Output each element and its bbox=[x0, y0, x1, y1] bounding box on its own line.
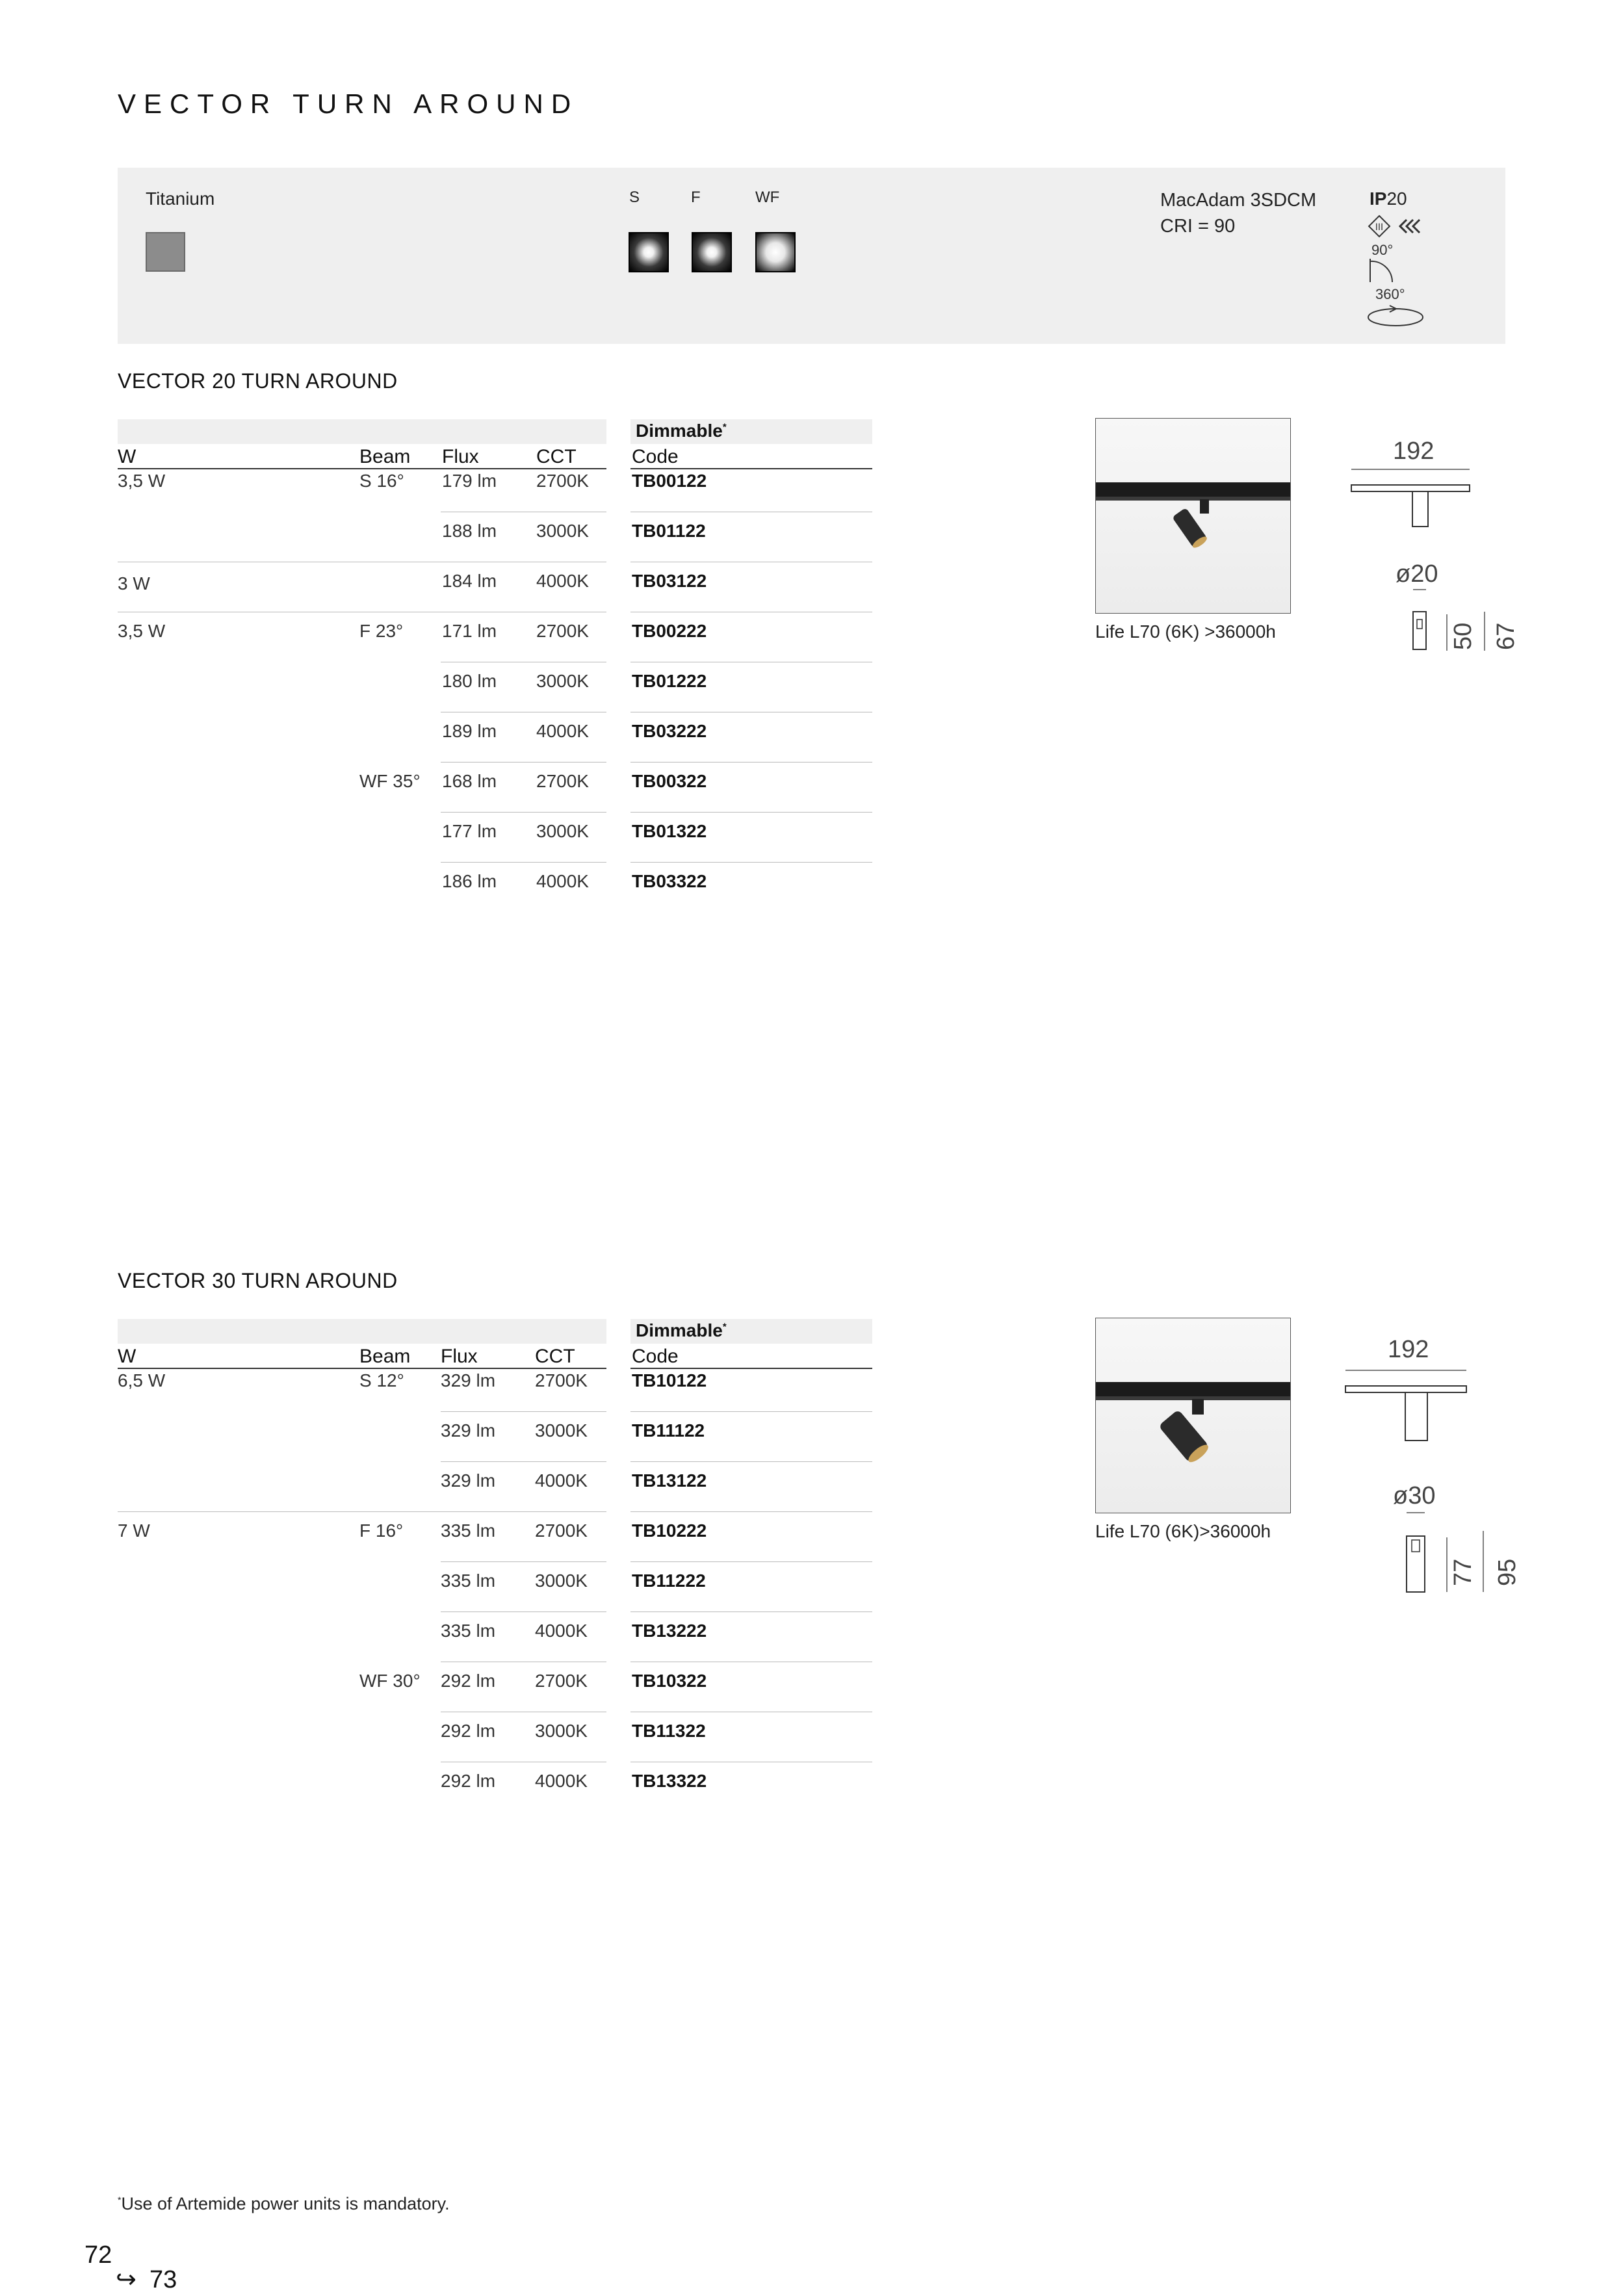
row-separator bbox=[630, 1611, 872, 1612]
row-separator bbox=[441, 812, 606, 813]
row-separator bbox=[441, 1561, 606, 1562]
cell-flux: 335 lm bbox=[441, 1520, 496, 1541]
dimmable-header: Dimmable* bbox=[636, 421, 727, 441]
rotation-angle-label: 360° bbox=[1375, 286, 1405, 302]
cell-watt: 7 W bbox=[118, 1520, 150, 1541]
cell-flux: 189 lm bbox=[442, 721, 497, 741]
cell-beam: WF 35° bbox=[359, 771, 421, 791]
luminaire-illustration bbox=[1096, 419, 1291, 614]
cell-code: TB03322 bbox=[632, 871, 707, 891]
beam-flood-icon bbox=[692, 232, 732, 272]
cell-code: TB10122 bbox=[632, 1370, 707, 1390]
footnote: *Use of Artemide power units is mandatory. bbox=[118, 2194, 450, 2213]
cell-beam: F 23° bbox=[359, 621, 404, 641]
cell-cct: 2700K bbox=[535, 1520, 588, 1541]
cell-code: TB01322 bbox=[632, 821, 707, 841]
finish-swatch bbox=[146, 232, 185, 272]
beam-wide-flood-icon bbox=[755, 232, 796, 272]
col-header-w: W bbox=[118, 446, 136, 467]
dim-height-total: 67 bbox=[1492, 622, 1520, 650]
row-separator bbox=[441, 1411, 606, 1412]
cell-cct: 4000K bbox=[536, 721, 589, 741]
col-header-flux: Flux bbox=[441, 1346, 478, 1367]
cell-watt: 3,5 W bbox=[118, 471, 166, 491]
class-insulation-icon bbox=[1368, 215, 1426, 238]
cri-spec: CRI = 90 bbox=[1160, 216, 1236, 237]
cell-cct: 4000K bbox=[535, 1470, 588, 1491]
row-separator bbox=[630, 862, 872, 863]
cell-code: TB00322 bbox=[632, 771, 707, 791]
cell-cct: 3000K bbox=[536, 521, 589, 541]
page-title: VECTOR TURN AROUND bbox=[118, 88, 579, 119]
row-separator bbox=[630, 1461, 872, 1462]
cell-code: TB13222 bbox=[632, 1621, 707, 1641]
cell-beam: F 16° bbox=[359, 1520, 404, 1541]
col-header-flux: Flux bbox=[442, 446, 479, 467]
cell-flux: 329 lm bbox=[441, 1420, 496, 1441]
cell-watt: 6,5 W bbox=[118, 1370, 166, 1390]
col-header-code: Code bbox=[632, 1346, 679, 1367]
cell-flux: 188 lm bbox=[442, 521, 497, 541]
beam-label-wf: WF bbox=[755, 189, 780, 206]
cell-cct: 2700K bbox=[536, 771, 589, 791]
finish-label: Titanium bbox=[146, 189, 215, 209]
cell-cct: 3000K bbox=[535, 1420, 588, 1441]
cell-beam: WF 30° bbox=[359, 1671, 421, 1691]
cell-cct: 3000K bbox=[536, 821, 589, 841]
header-rule bbox=[630, 1368, 872, 1369]
header-bar-spec bbox=[118, 419, 606, 444]
header-rule bbox=[118, 1368, 606, 1369]
cell-flux: 168 lm bbox=[442, 771, 497, 791]
col-header-code: Code bbox=[632, 446, 679, 467]
cell-cct: 4000K bbox=[536, 871, 589, 891]
cell-flux: 335 lm bbox=[441, 1571, 496, 1591]
section-title-vector30: VECTOR 30 TURN AROUND bbox=[118, 1269, 398, 1292]
cell-beam: S 12° bbox=[359, 1370, 404, 1390]
row-separator bbox=[630, 1411, 872, 1412]
row-separator bbox=[441, 762, 606, 763]
cell-flux: 171 lm bbox=[442, 621, 497, 641]
product-photo-vector20 bbox=[1095, 418, 1291, 614]
row-separator bbox=[118, 1511, 606, 1512]
cell-flux: 179 lm bbox=[442, 471, 497, 491]
cell-flux: 329 lm bbox=[441, 1370, 496, 1390]
cell-code: TB01222 bbox=[632, 671, 707, 691]
cell-code: TB13322 bbox=[632, 1771, 707, 1791]
macadam-spec: MacAdam 3SDCM bbox=[1160, 190, 1317, 211]
dim-diameter: ø30 bbox=[1393, 1482, 1436, 1509]
dim-length: 192 bbox=[1393, 437, 1435, 465]
row-separator bbox=[441, 1611, 606, 1612]
cell-watt: 3 W bbox=[118, 573, 150, 594]
dim-height-body: 77 bbox=[1449, 1558, 1477, 1586]
cell-flux: 180 lm bbox=[442, 671, 497, 691]
product-photo-vector30 bbox=[1095, 1318, 1291, 1513]
row-separator bbox=[441, 1461, 606, 1462]
cell-code: TB11122 bbox=[632, 1420, 705, 1441]
row-separator bbox=[630, 812, 872, 813]
cell-flux: 186 lm bbox=[442, 871, 497, 891]
tilt-angle-label: 90° bbox=[1371, 242, 1394, 258]
cell-code: TB11222 bbox=[632, 1571, 706, 1591]
cell-flux: 184 lm bbox=[442, 571, 497, 591]
cell-code: TB10322 bbox=[632, 1671, 707, 1691]
cell-code: TB03222 bbox=[632, 721, 707, 741]
cell-cct: 3000K bbox=[535, 1571, 588, 1591]
cell-flux: 292 lm bbox=[441, 1671, 496, 1691]
ip-prefix: IP bbox=[1370, 189, 1387, 209]
rotation-icon bbox=[1365, 303, 1426, 329]
beam-label-s: S bbox=[629, 189, 640, 206]
cell-flux: 292 lm bbox=[441, 1771, 496, 1791]
cell-cct: 3000K bbox=[536, 671, 589, 691]
header-rule bbox=[630, 468, 872, 469]
row-separator bbox=[441, 862, 606, 863]
dimmable-header: Dimmable* bbox=[636, 1320, 727, 1340]
cell-flux: 177 lm bbox=[442, 821, 497, 841]
cell-flux: 335 lm bbox=[441, 1621, 496, 1641]
col-header-w: W bbox=[118, 1346, 136, 1367]
row-separator bbox=[630, 762, 872, 763]
cell-code: TB11322 bbox=[632, 1721, 706, 1741]
side-view-drawing bbox=[1349, 467, 1472, 538]
tilt-angle-icon bbox=[1368, 257, 1400, 283]
header-rule bbox=[118, 468, 606, 469]
life-rating: Life L70 (6K)>36000h bbox=[1095, 1521, 1271, 1541]
cell-flux: 292 lm bbox=[441, 1721, 496, 1741]
side-view-drawing bbox=[1343, 1368, 1469, 1452]
next-page-number[interactable]: 73 bbox=[149, 2266, 177, 2293]
cell-code: TB03122 bbox=[632, 571, 707, 591]
cell-code: TB10222 bbox=[632, 1520, 707, 1541]
life-rating: Life L70 (6K) >36000h bbox=[1095, 621, 1276, 642]
cell-cct: 4000K bbox=[535, 1621, 588, 1641]
col-header-cct: CCT bbox=[536, 446, 577, 467]
dim-height-body: 50 bbox=[1449, 622, 1477, 650]
cell-cct: 4000K bbox=[536, 571, 589, 591]
row-separator bbox=[630, 1511, 872, 1512]
cell-watt: 3,5 W bbox=[118, 621, 166, 641]
cell-code: TB00222 bbox=[632, 621, 707, 641]
svg-text:III: III bbox=[1375, 222, 1384, 233]
page-number: 72 bbox=[84, 2241, 112, 2269]
cell-cct: 4000K bbox=[535, 1771, 588, 1791]
cell-cct: 2700K bbox=[535, 1370, 588, 1390]
cell-cct: 2700K bbox=[535, 1671, 588, 1691]
ip-rating bbox=[1370, 189, 1407, 209]
beam-label-f: F bbox=[691, 189, 701, 206]
col-header-beam: Beam bbox=[359, 446, 411, 467]
cell-code: TB00122 bbox=[632, 471, 707, 491]
cell-flux: 329 lm bbox=[441, 1470, 496, 1491]
cell-code: TB01122 bbox=[632, 521, 706, 541]
beam-spot-icon bbox=[629, 232, 669, 272]
dim-height-total: 95 bbox=[1494, 1558, 1521, 1586]
dim-diameter: ø20 bbox=[1396, 560, 1438, 588]
cell-cct: 3000K bbox=[535, 1721, 588, 1741]
section-title-vector20: VECTOR 20 TURN AROUND bbox=[118, 369, 398, 393]
ip-value: 20 bbox=[1386, 189, 1407, 209]
col-header-cct: CCT bbox=[535, 1346, 575, 1367]
header-bar-spec bbox=[118, 1319, 606, 1344]
cell-beam: S 16° bbox=[359, 471, 404, 491]
cell-code: TB13122 bbox=[632, 1470, 707, 1491]
col-header-beam: Beam bbox=[359, 1346, 411, 1367]
cell-cct: 2700K bbox=[536, 621, 589, 641]
cell-cct: 2700K bbox=[536, 471, 589, 491]
dim-length: 192 bbox=[1388, 1336, 1429, 1363]
page-turn-arrow-icon[interactable]: ↪ bbox=[116, 2266, 136, 2293]
row-separator bbox=[630, 1561, 872, 1562]
luminaire-illustration bbox=[1096, 1318, 1291, 1513]
